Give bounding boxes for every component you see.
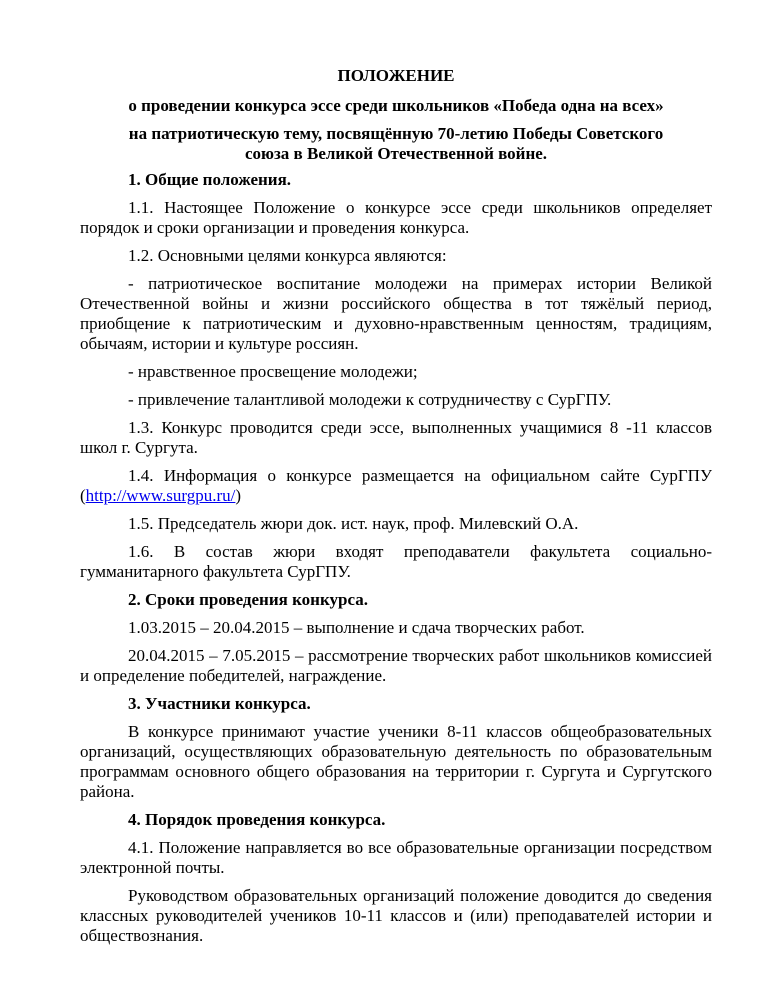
- document-body: [80, 66, 712, 954]
- document-title: ПОЛОЖЕНИЕ: [337, 66, 455, 85]
- paragraph-1-2: 1.2. Основными целями конкурса являются:: [128, 246, 447, 265]
- paragraph-4-1: 4.1. Положение направляется во все образовательные организации посредством электронной почты.: [80, 838, 712, 877]
- document-subtitle-line-1: о проведении конкурса эссе среди школьников «Победа одна на всех»: [128, 96, 664, 115]
- paragraph-3-1: В конкурсе принимают участие ученики 8-11 классов общеобразовательных организаций, осуществляющих образовательную деятельность по образовательным программам основного общего образования на территории г. Сургута и Сургутского района.: [80, 722, 712, 801]
- section-3-heading: 3. Участники конкурса.: [128, 694, 311, 713]
- paragraph-1-3: 1.3. Конкурс проводится среди эссе, выполненных учащимися 8 -11 классов школ г. Сургута.: [80, 418, 712, 457]
- surgpu-website-link[interactable]: http://www.surgpu.ru/: [85, 486, 236, 505]
- section-4-heading: 4. Порядок проведения конкурса.: [128, 810, 386, 829]
- paragraph-1-5: 1.5. Председатель жюри док. ист. наук, проф. Милевский О.А.: [128, 514, 579, 533]
- link-open-paren: (: [80, 486, 86, 505]
- paragraph-1-4-text: 1.4. Информация о конкурсе размещается на официальном сайте СурГПУ: [128, 466, 712, 485]
- goal-item-2: - нравственное просвещение молодежи;: [128, 362, 418, 381]
- section-2-heading: 2. Сроки проведения конкурса.: [128, 590, 368, 609]
- paragraph-1-1: 1.1. Настоящее Положение о конкурсе эссе среди школьников определяет порядок и сроки организации и проведения конкурса.: [80, 198, 712, 237]
- paragraph-2-2: 20.04.2015 – 7.05.2015 – рассмотрение творческих работ школьников комиссией и определение победителей, награждение.: [80, 646, 712, 685]
- paragraph-1-6: 1.6. В состав жюри входят преподаватели факультета социально-гумманитарного факультета СурГПУ.: [80, 542, 712, 581]
- document-subtitle-line-3: союза в Великой Отечественной войне.: [244, 144, 548, 163]
- goal-item-3: - привлечение талантливой молодежи к сотрудничеству с СурГПУ.: [128, 390, 612, 409]
- goal-item-1: - патриотическое воспитание молодежи на примерах истории Великой Отечественной войны и жизни российского общества в тот тяжёлый период, приобщение к патриотическим и духовно-нравственным ценностям, традициям, обычаям, истории и культуре россиян.: [80, 274, 712, 353]
- paragraph-4-2: Руководством образовательных организаций положение доводится до сведения классных руководителей учеников 10-11 классов и (или) преподавателей истории и обществознания.: [80, 886, 712, 945]
- section-1-heading: 1. Общие положения.: [128, 170, 292, 189]
- document-subtitle-line-2: на патриотическую тему, посвящённую 70-летию Победы Советского: [128, 124, 664, 143]
- link-close-paren: ): [235, 486, 242, 505]
- paragraph-2-1: 1.03.2015 – 20.04.2015 – выполнение и сдача творческих работ.: [128, 618, 585, 637]
- paragraph-1-4: [80, 466, 712, 506]
